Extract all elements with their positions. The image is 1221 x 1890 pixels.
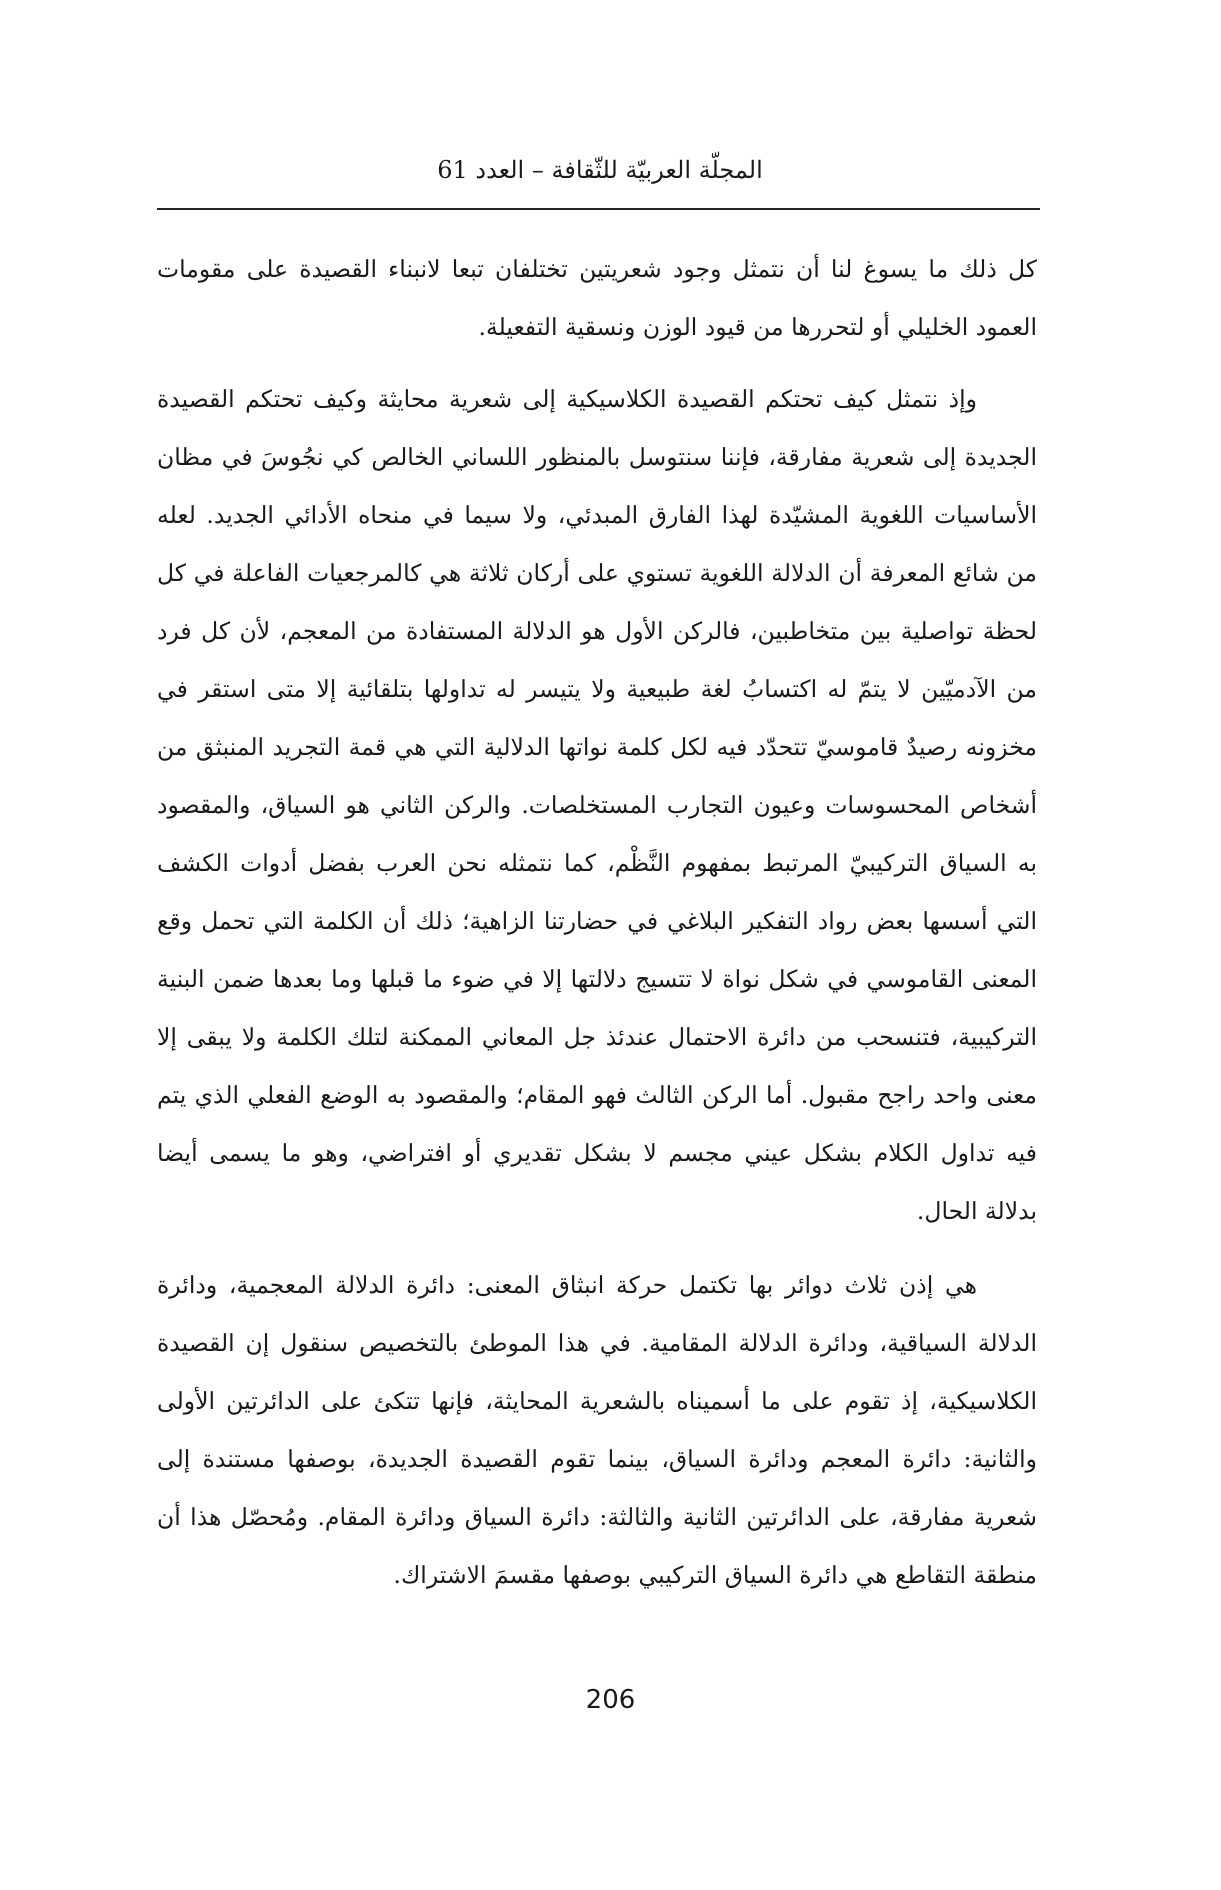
paragraph-2: وإذ نتمثل كيف تحتكم القصيدة الكلاسيكية إلى شعرية محايثة وكيف تحتكم القصيدة الجديدة إلى شعرية مفارقة، فإننا سنتوسل بالمنظور اللساني الخالص كي نجُوسَ في مظان الأساسيات اللغوية المشيّدة لهذا الفارق المبدئي، ولا سيما في منحاه الأدائي الجديد. لعله من شائع المعرفة أن الدلالة اللغوية تستوي على أركان ثلاثة هي كالمرجعيات الفاعلة في كل لحظة تواصلية بين متخاطبين، فالركن الأول هو الدلالة المستفادة من المعجم، لأن كل فرد من الآدميّين لا يتمّ له اكتسابُ لغة طبيعية ولا يتيسر له تداولها بتلقائية إلا متى استقر في مخزونه رصيدٌ قاموسيّ تتحدّد فيه لكل كلمة نواتها الدلالية التي هي قمة التجريد المنبثق من أشخاص المحسوسات وعيون التجارب المستخلصات. والركن الثاني هو السياق، والمقصود به السياق التركيبيّ المرتبط بمفهوم النَّظْم، كما نتمثله نحن العرب بفضل أدوات الكشف التي أسسها بعض رواد التفكير البلاغي في حضارتنا الزاهية؛ ذلك أن الكلمة التي تحمل وقع المعنى القاموسي في شكل نواة لا تتسيج دلالتها إلا في ضوء ما قبلها وما بعدها ضمن البنية التركيبية، فتنسحب من دائرة الاحتمال عندئذ جل المعاني الممكنة لتلك الكلمة ولا يبقى إلا معنى واحد راجح مقبول. أما الركن الثالث فهو المقام؛ والمقصود به الوضع الفعلي الذي يتم فيه تداول الكلام بشكل عيني مجسم لا بشكل تقديري أو افتراضي، وهو ما يسمى أيضا بدلالة الحال. [157,385,1037,1225]
journal-title: المجلّة العربيّة للثّقافة – العدد 61 [437,156,763,184]
page-header [150,150,1050,190]
header-rule [157,208,1040,210]
paragraph-1: كل ذلك ما يسوغ لنا أن نتمثل وجود شعريتين تختلفان تبعا لانبناء القصيدة على مقومات العمود الخليلي أو لتحررها من قيود الوزن ونسقية التفعيلة. [157,255,1037,341]
page-number: 206 [585,1685,636,1715]
article-body [157,240,1037,1604]
paragraph-3: هي إذن ثلاث دوائر بها تكتمل حركة انبثاق المعنى: دائرة الدلالة المعجمية، ودائرة الدلالة السياقية، ودائرة الدلالة المقامية. في هذا الموطئ بالتخصيص سنقول إن القصيدة الكلاسيكية، إذ تقوم على ما أسميناه بالشعرية المحايثة، فإنها تتكئ على الدائرتين الأولى والثانية: دائرة المعجم ودائرة السياق، بينما تقوم القصيدة الجديدة، بوصفها مستندة إلى شعرية مفارقة، على الدائرتين الثانية والثالثة: دائرة السياق ودائرة المقام. ومُحصّل هذا أن منطقة التقاطع هي دائرة السياق التركيبي بوصفها مقسمَ الاشتراك. [157,1271,1037,1589]
